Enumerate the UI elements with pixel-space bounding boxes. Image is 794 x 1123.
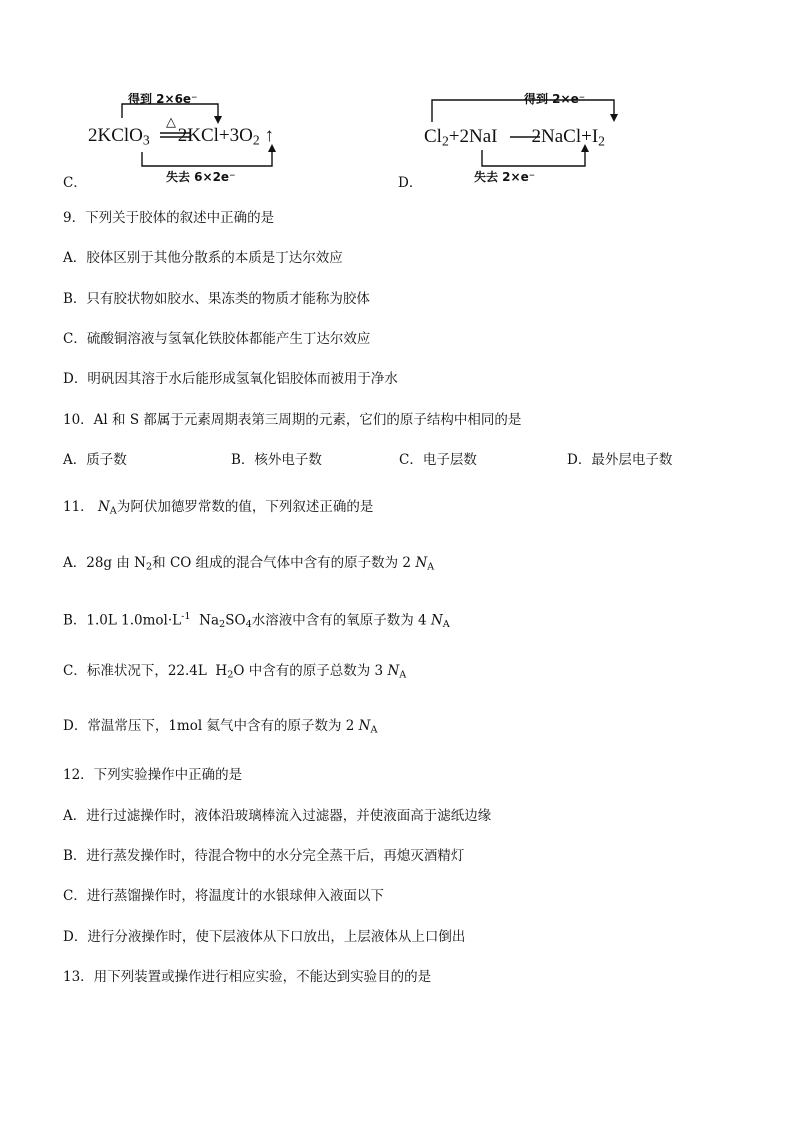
option-d-label: D． — [398, 175, 423, 191]
d-lose-label: 失去 2×e⁻ — [474, 170, 536, 184]
q12-option-a: A．进行过滤操作时，液体沿玻璃棒流入过滤器，并使液面高于滤纸边缘 — [63, 808, 492, 824]
q11-option-b: B．1.0L $1.0mol\cdot L^{-1}$ $Na_2SO_4$水溶液中含有的氧原子数为 4 $N_A$ — [63, 611, 450, 630]
q12-option-c: C．进行蒸馏操作时，将温度计的水银球伸入液面以下 — [63, 888, 384, 904]
q12-option-b: B．进行蒸发操作时，待混合物中的水分完全蒸干后，再熄灭酒精灯 — [63, 848, 465, 864]
q10-option-c: C．电子层数 — [399, 452, 477, 468]
q13-stem: 13．用下列装置或操作进行相应实验，不能达到实验目的的是 — [63, 969, 432, 985]
q12-stem: 12．下列实验操作中正确的是 — [63, 767, 243, 783]
q10-option-b: B．核外电子数 — [231, 452, 322, 468]
q11-option-d: D．常温常压下，1mol 氦气中含有的原子数为 2 $N_A$ — [63, 718, 378, 736]
electron-transfer-arrows — [0, 0, 794, 200]
d-equation: $Cl_2+2NaI$ $2NaCl+I_2$ — [424, 126, 605, 149]
c-gain-label: 得到 2×6e⁻ — [128, 92, 198, 106]
q10-stem: 10．Al 和 S 都属于元素周期表第三周期的元素，它们的原子结构中相同的是 — [63, 412, 522, 428]
d-gain-label: 得到 2×e⁻ — [524, 92, 586, 106]
q11-option-a: A．28g 由 $N_2$和 CO 组成的混合气体中含有的原子数为 2 $N_A$ — [63, 555, 435, 573]
option-c-label: C． — [63, 175, 87, 191]
c-equation: 2KClO$_3$ $2KCl+3O_2$ ↑ — [88, 125, 274, 148]
q9-option-d: D．明矾因其溶于水后能形成氢氧化铝胶体而被用于净水 — [63, 371, 398, 387]
q9-option-c: C．硫酸铜溶液与氢氧化铁胶体都能产生丁达尔效应 — [63, 331, 371, 347]
q12-option-d: D．进行分液操作时，使下层液体从下口放出，上层液体从上口倒出 — [63, 929, 466, 945]
q10-option-d: D．最外层电子数 — [567, 452, 673, 468]
q11-option-c: C．标准状况下，22.4L $H_2O$ 中含有的原子总数为 3 $N_A$ — [63, 663, 407, 681]
q9-option-b: B．只有胶状物如胶水、果冻类的物质才能称为胶体 — [63, 291, 370, 307]
q10-option-a: A．质子数 — [63, 452, 127, 468]
q9-option-a: A．胶体区别于其他分散系的本质是丁达尔效应 — [63, 250, 343, 266]
c-lose-label: 失去 6×2e⁻ — [166, 170, 236, 184]
q9-stem: 9．下列关于胶体的叙述中正确的是 — [63, 210, 275, 226]
q11-stem: 11． $N_A$为阿伏加德罗常数的值，下列叙述正确的是 — [63, 499, 374, 517]
c-delta-symbol: △ — [166, 115, 176, 130]
